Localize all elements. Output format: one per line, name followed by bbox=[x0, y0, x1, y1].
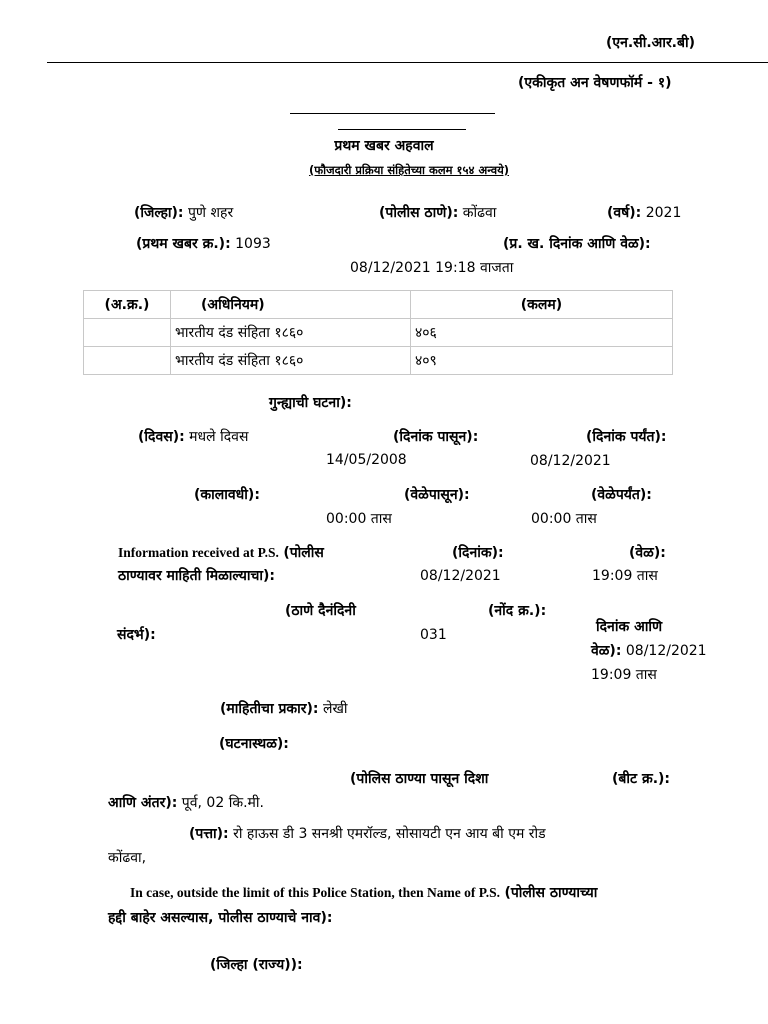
date-from-label: (दिनांक पासून): bbox=[393, 429, 479, 445]
info-received-label-mr-2: ठाण्यावर माहिती मिळाल्याचा): bbox=[118, 568, 275, 584]
info-time-label: (वेळ): bbox=[629, 545, 666, 561]
table-header-cell: (अधिनियम) bbox=[171, 291, 411, 319]
time-from-label: (वेळेपासून): bbox=[404, 487, 470, 503]
form-label: (एकीकृत अन वेषणफॉर्म - १) bbox=[518, 75, 672, 91]
time-to-value: 00:00 तास bbox=[531, 511, 597, 527]
outside-limit-label-mr-2: हद्दी बाहेर असल्यास, पोलीस ठाण्याचे नाव): bbox=[108, 910, 333, 926]
place-heading: (घटनास्थळ): bbox=[219, 736, 289, 752]
table-row bbox=[84, 347, 673, 375]
fir-date-label: (प्र. ख. दिनांक आणि वेळ): bbox=[503, 236, 651, 252]
table-cell: ४०९ bbox=[411, 347, 673, 375]
police-station-label: (पोलीस ठाणे): bbox=[379, 205, 459, 221]
day-row bbox=[138, 428, 248, 446]
district-label: (जिल्हा): bbox=[134, 205, 184, 221]
table-cell: ४०६ bbox=[411, 319, 673, 347]
table-cell bbox=[84, 319, 171, 347]
direction-label-2: आणि अंतर): bbox=[108, 795, 178, 811]
police-station-value: कोंढवा bbox=[462, 205, 497, 221]
entry-number-value: 031 bbox=[420, 627, 447, 643]
address-value: रो हाऊस डी 3 सनश्री एमरॉल्ड, सोसायटी एन आय बी एम रोड bbox=[233, 826, 546, 842]
header-divider bbox=[47, 62, 768, 63]
info-time-value: 19:09 तास bbox=[592, 568, 658, 584]
date-to-value: 08/12/2021 bbox=[530, 453, 611, 469]
info-received-label-mr: (पोलीस bbox=[283, 545, 324, 561]
year-label: (वर्ष): bbox=[607, 205, 642, 221]
address-label: (पत्ता): bbox=[189, 826, 229, 842]
district-state-label: (जिल्हा (राज्य)): bbox=[210, 957, 303, 973]
time-to-label: (वेळेपर्यंत): bbox=[591, 487, 652, 503]
diary-label-2: संदर्भ): bbox=[117, 627, 156, 643]
table-cell: भारतीय दंड संहिता १८६० bbox=[171, 347, 411, 375]
entry-number-label: (नोंद क्र.): bbox=[488, 603, 547, 619]
outside-limit-label bbox=[130, 884, 597, 902]
district-row bbox=[134, 204, 233, 222]
occurrence-heading: गुन्ह्याची घटना): bbox=[269, 395, 352, 411]
title-rule bbox=[338, 129, 466, 130]
fir-number-label: (प्रथम खबर क्र.): bbox=[136, 236, 231, 252]
direction-label: (पोलिस ठाण्या पासून दिशा bbox=[350, 771, 489, 787]
time-from-value: 00:00 तास bbox=[326, 511, 392, 527]
table-header-row bbox=[84, 291, 673, 319]
police-station-row bbox=[379, 204, 496, 222]
fir-date-value: 08/12/2021 19:18 वाजता bbox=[350, 260, 514, 276]
district-value: पुणे शहर bbox=[187, 205, 234, 221]
direction-value: पूर्व, 02 कि.मी. bbox=[181, 795, 264, 811]
diary-datetime-date: 08/12/2021 bbox=[625, 643, 707, 659]
ncrb-label: (एन.सी.आर.बी) bbox=[606, 35, 696, 51]
year-row bbox=[607, 204, 681, 222]
fir-number-row bbox=[136, 235, 271, 253]
table-header-cell: (कलम) bbox=[411, 291, 673, 319]
date-from-value: 14/05/2008 bbox=[326, 452, 407, 468]
day-label: (दिवस): bbox=[138, 429, 185, 445]
table-row bbox=[84, 319, 673, 347]
info-date-label: (दिनांक): bbox=[452, 545, 504, 561]
period-label: (कालावधी): bbox=[194, 487, 260, 503]
diary-label: (ठाणे दैनंदिनी bbox=[285, 603, 356, 619]
table-header-cell: (अ.क्र.) bbox=[84, 291, 171, 319]
date-to-label: (दिनांक पर्यंत): bbox=[586, 429, 667, 445]
table-cell: भारतीय दंड संहिता १८६० bbox=[171, 319, 411, 347]
beat-label: (बीट क्र.): bbox=[612, 771, 671, 787]
title-rule-top bbox=[290, 113, 495, 114]
address-row bbox=[189, 825, 546, 843]
page-title: प्रथम खबर अहवाल bbox=[334, 138, 434, 154]
direction-row bbox=[108, 794, 264, 812]
address-value-2: कोंढवा, bbox=[108, 850, 147, 866]
diary-datetime-row bbox=[591, 642, 707, 660]
table-cell bbox=[84, 347, 171, 375]
diary-datetime-label-2: वेळ): bbox=[591, 643, 622, 659]
page-subtitle: (फौजदारी प्रक्रिया संहितेच्या कलम १५४ अन्वये) bbox=[308, 163, 510, 177]
acts-table bbox=[83, 290, 673, 375]
day-value: मधले दिवस bbox=[189, 429, 249, 445]
info-date-value: 08/12/2021 bbox=[420, 568, 501, 584]
info-type-label: (माहितीचा प्रकार): bbox=[220, 701, 319, 717]
year-value: 2021 bbox=[645, 205, 682, 221]
diary-datetime-label: दिनांक आणि bbox=[596, 619, 663, 635]
info-received-label bbox=[118, 544, 324, 562]
info-type-value: लेखी bbox=[322, 701, 348, 717]
info-type-row bbox=[220, 700, 348, 718]
fir-number-value: 1093 bbox=[235, 236, 271, 252]
info-received-label-en: Information received at P.S. bbox=[118, 545, 279, 560]
outside-limit-label-en: In case, outside the limit of this Police Station, then Name of P.S. bbox=[130, 885, 500, 900]
outside-limit-label-mr: (पोलीस ठाण्याच्या bbox=[504, 885, 598, 901]
diary-datetime-time: 19:09 तास bbox=[591, 667, 657, 683]
